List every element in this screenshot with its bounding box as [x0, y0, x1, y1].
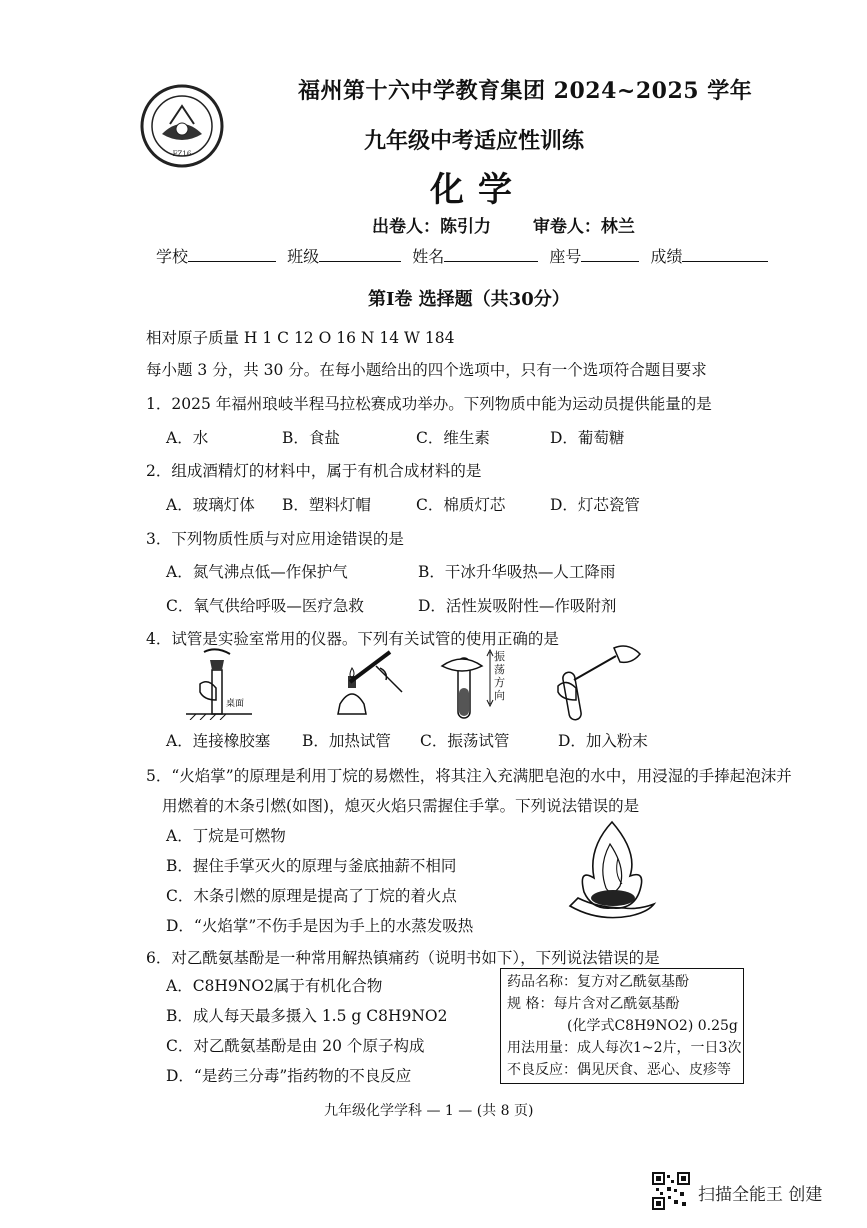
q6-option-b[interactable]: B．成人每天最多摄入 1.5 g C8H9NO2	[166, 1007, 448, 1025]
exam-title: 九年级中考适应性训练	[364, 128, 585, 154]
q3-option-d[interactable]: D．活性炭吸附性—作吸附剂	[418, 597, 617, 615]
field-score[interactable]: 成绩	[650, 244, 768, 267]
q3-option-b[interactable]: B．干冰升华吸热—人工降雨	[418, 563, 616, 581]
shake-direction-label: 振荡方向	[494, 650, 505, 702]
reviewer: 审卷人：林兰	[532, 217, 635, 237]
subject-title: 化学	[430, 170, 526, 210]
question-6-stem: 6．对乙酰氨基酚是一种常用解热镇痛药（说明书如下），下列说法错误的是	[146, 949, 660, 967]
figure-a-rubber-stopper	[186, 648, 256, 720]
qr-code-icon	[652, 1172, 690, 1210]
drug-usage: 用法用量：成人每次1~2片，一日3次	[507, 1040, 742, 1056]
figure-d-adding-powder	[556, 642, 646, 722]
setter: 出卷人：陈引力	[372, 217, 491, 237]
q4-option-b[interactable]: B．加热试管	[302, 732, 391, 750]
q6-option-d[interactable]: D．“是药三分毒”指药物的不良反应	[166, 1067, 412, 1085]
q5-option-d[interactable]: D．“火焰掌”不伤手是因为手上的水蒸发吸热	[166, 917, 474, 935]
q4-option-d[interactable]: D．加入粉末	[558, 732, 648, 750]
drug-adverse: 不良反应：偶见厌食、恶心、皮疹等	[507, 1062, 731, 1078]
q2-option-b[interactable]: B．塑料灯帽	[282, 496, 371, 514]
field-seat[interactable]: 座号	[549, 244, 639, 267]
q1-option-d[interactable]: D．葡萄糖	[550, 429, 625, 447]
q3-option-a[interactable]: A．氮气沸点低—作保护气	[166, 563, 348, 581]
drug-spec-1: 规 格：每片含对乙酰氨基酚	[507, 996, 680, 1012]
field-name[interactable]: 姓名	[412, 244, 538, 267]
question-5-stem-line2: 用燃着的木条引燃(如图)，熄灭火焰只需握住手掌。下列说法错误的是	[162, 797, 640, 815]
page-footer: 九年级化学学科 — 1 — (共 8 页)	[324, 1103, 534, 1119]
q3-option-c[interactable]: C．氧气供给呼吸—医疗急救	[166, 597, 364, 615]
student-info-fields	[156, 244, 774, 267]
q1-option-b[interactable]: B．食盐	[282, 429, 340, 447]
question-5-stem-line1: 5．“火焰掌”的原理是利用丁烷的易燃性，将其注入充满肥皂泡的水中，用浸湿的手捧起泡沫并	[146, 767, 792, 785]
question-2-stem: 2．组成酒精灯的材料中，属于有机合成材料的是	[146, 462, 482, 480]
q5-option-b[interactable]: B．握住手掌灭火的原理与釜底抽薪不相同	[166, 857, 457, 875]
authors	[372, 212, 671, 237]
q1-option-c[interactable]: C．维生素	[416, 429, 490, 447]
school-year-title: 福州第十六中学教育集团 2024~2025 学年	[298, 78, 753, 104]
q2-option-c[interactable]: C．棉质灯芯	[416, 496, 506, 514]
drug-spec-2: (化学式C8H9NO2) 0.25g	[567, 1018, 738, 1034]
drug-name: 药品名称：复方对乙酰氨基酚	[507, 974, 689, 990]
instructions: 每小题 3 分，共 30 分。在每小题给出的四个选项中，只有一个选项符合题目要求	[146, 361, 707, 379]
section-title: 第Ⅰ卷 选择题（共30分）	[368, 289, 570, 310]
school-seal-logo	[140, 84, 224, 168]
q5-option-a[interactable]: A．丁烷是可燃物	[166, 827, 286, 845]
scanner-watermark: 扫描全能王 创建	[698, 1185, 823, 1205]
field-school[interactable]: 学校	[156, 244, 276, 267]
field-class[interactable]: 班级	[287, 244, 401, 267]
figure-b-heating-tube	[326, 648, 406, 720]
q4-option-a[interactable]: A．连接橡胶塞	[166, 732, 271, 750]
svg-text:FZ16: FZ16	[172, 150, 192, 158]
question-4-stem: 4．试管是实验室常用的仪器。下列有关试管的使用正确的是	[146, 630, 559, 648]
q2-option-d[interactable]: D．灯芯瓷管	[550, 496, 640, 514]
q5-option-c[interactable]: C．木条引燃的原理是提高了丁烷的着火点	[166, 887, 457, 905]
q1-option-a[interactable]: A．水	[166, 429, 209, 447]
q6-option-a[interactable]: A．C8H9NO2属于有机化合物	[166, 977, 383, 995]
table-label: 桌面	[226, 699, 245, 709]
fire-palm-illustration	[568, 818, 658, 928]
q2-option-a[interactable]: A．玻璃灯体	[166, 496, 255, 514]
atomic-mass-line: 相对原子质量 H 1 C 12 O 16 N 14 W 184	[146, 329, 455, 347]
question-3-stem: 3．下列物质性质与对应用途错误的是	[146, 530, 404, 548]
question-1-stem: 1．2025 年福州琅岐半程马拉松赛成功举办。下列物质中能为运动员提供能量的是	[146, 395, 712, 413]
q4-option-c[interactable]: C．振荡试管	[420, 732, 510, 750]
drug-instruction-box	[500, 968, 744, 1084]
q6-option-c[interactable]: C．对乙酰氨基酚是由 20 个原子构成	[166, 1037, 425, 1055]
